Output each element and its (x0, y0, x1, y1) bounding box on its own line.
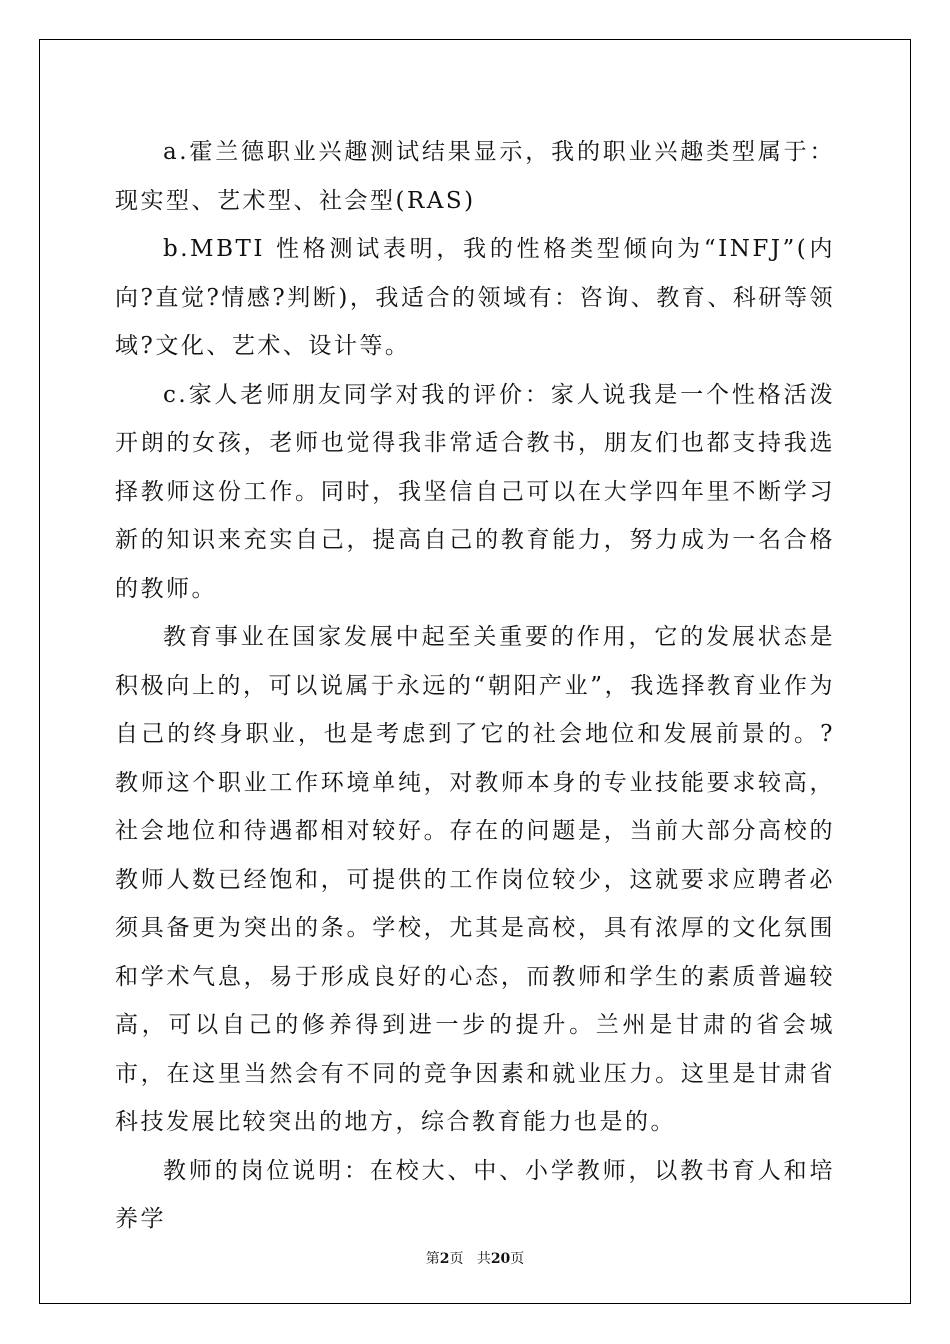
paragraph-evaluation: c.家人老师朋友同学对我的评价：家人说我是一个性格活泼开朗的女孩，老师也觉得我非常适合教书，朋友们也都支持我选择教师这份工作。同时，我坚信自己可以在大学四年里不断学习新的知识来充实自己，提高自己的教育能力，努力成为一名合格的教师。 (115, 381, 835, 602)
footer-total-unit: 页 (510, 1251, 525, 1267)
paragraph-education-industry: 教育事业在国家发展中起至关重要的作用，它的发展状态是积极向上的，可以说属于永远的“朝阳产业”，我选择教育业作为自己的终身职业，也是考虑到了它的社会地位和发展前景的。?教师这个职业工作环境单纯，对教师本身的专业技能要求较高，社会地位和待遇都相对较好。存在的问题是，当前大部分高校的教师人数已经饱和，可提供的工作岗位较少，这就要求应聘者必须具备更为突出的条。学校，尤其是高校，具有浓厚的文化氛围和学术气息，易于形成良好的心态，而教师和学生的素质普遍较高，可以自己的修养得到进一步的提升。兰州是甘肃的省会城市，在这里当然会有不同的竞争因素和就业压力。这里是甘肃省科技发展比较突出的地方，综合教育能力也是的。 (115, 624, 835, 1135)
paragraph-holland-test: a.霍兰德职业兴趣测试结果显示，我的职业兴趣类型属于：现实型、艺术型、社会型(RAS) (115, 139, 835, 214)
footer-total-prefix: 共 (476, 1251, 491, 1267)
document-body (115, 128, 835, 1244)
footer-page-total: 20 (490, 1251, 511, 1267)
footer-page-current: 2 (439, 1251, 450, 1267)
footer-page-unit: 页 (449, 1251, 464, 1267)
page-footer (0, 1248, 950, 1268)
paragraph-job-description: 教师的岗位说明：在校大、中、小学教师，以教书育人和培养学 (115, 1157, 835, 1232)
paragraph-mbti-test: b.MBTI 性格测试表明，我的性格类型倾向为“INFJ”(内向?直觉?情感?判断)，我适合的领域有：咨询、教育、科研等领域?文化、艺术、设计等。 (115, 236, 835, 359)
footer-page-prefix: 第 (425, 1251, 440, 1267)
